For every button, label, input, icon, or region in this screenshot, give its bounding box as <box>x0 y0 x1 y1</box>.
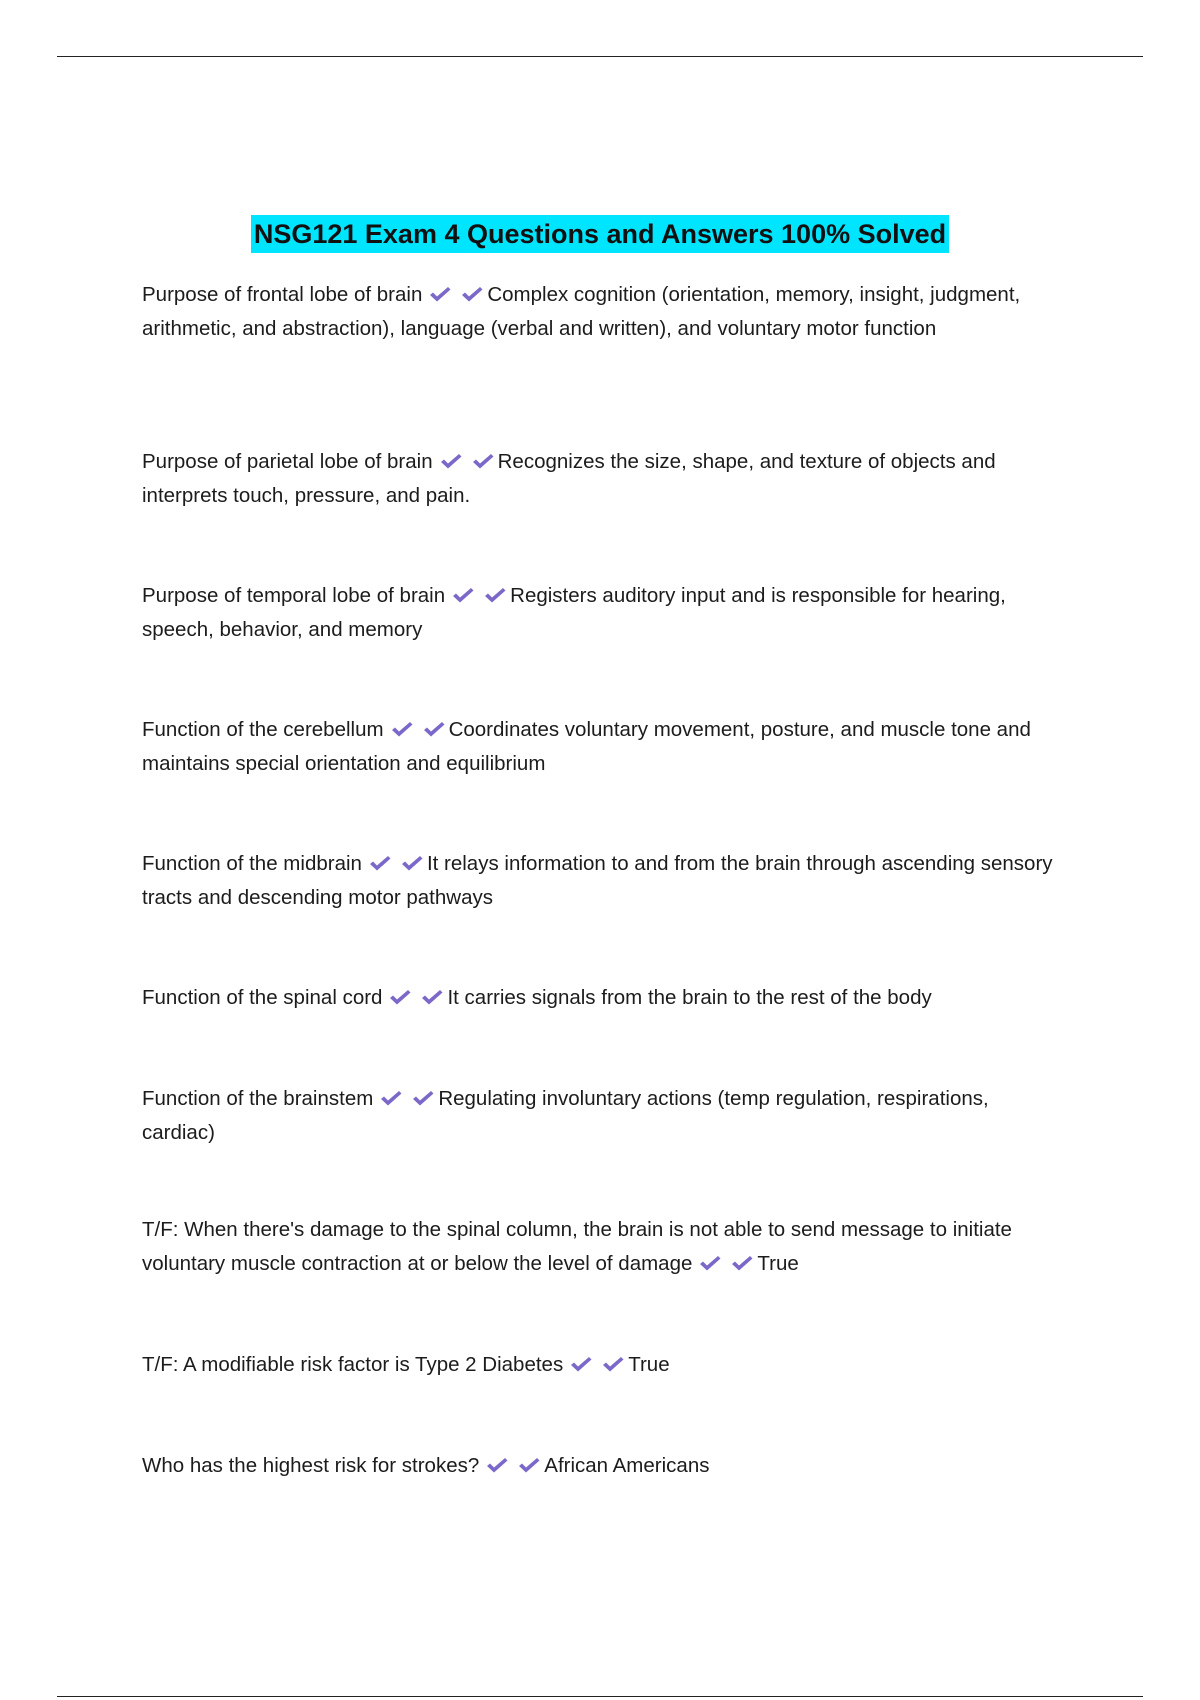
check-icon <box>730 1254 754 1272</box>
qa-item <box>142 1449 1062 1483</box>
answer-text: Coordinates voluntary movement, posture, and muscle tone and maintains special orientation and equilibrium <box>142 718 1031 775</box>
question-text: Function of the spinal cord <box>142 986 383 1009</box>
check-icon <box>698 1254 722 1272</box>
check-icon <box>439 452 463 470</box>
qa-item <box>142 713 1062 780</box>
qa-item <box>142 981 1062 1015</box>
answer-text: African Americans <box>544 1454 710 1477</box>
qa-item <box>142 847 1062 914</box>
check-icon <box>601 1355 625 1373</box>
check-icon <box>485 1456 509 1474</box>
question-text: Function of the cerebellum <box>142 718 384 741</box>
document-title: NSG121 Exam 4 Questions and Answers 100% Solved <box>251 215 949 253</box>
title-container <box>0 215 1200 253</box>
question-text: Purpose of frontal lobe of brain <box>142 283 423 306</box>
qa-item <box>142 1082 1062 1149</box>
qa-item <box>142 579 1062 646</box>
qa-item <box>142 445 1062 512</box>
check-icon <box>460 285 484 303</box>
check-icon <box>411 1089 435 1107</box>
answer-text: Complex cognition (orientation, memory, insight, judgment, arithmetic, and abstraction), language (verbal and written), and voluntary motor function <box>142 283 1021 340</box>
answer-text: Recognizes the size, shape, and texture of objects and interprets touch, pressure, and pain. <box>142 450 996 507</box>
answer-text: It relays information to and from the brain through ascending sensory tracts and descending motor pathways <box>142 852 1053 909</box>
header-rule <box>57 56 1143 57</box>
question-text: Function of the brainstem <box>142 1087 374 1110</box>
answer-text: Registers auditory input and is responsible for hearing, speech, behavior, and memory <box>142 584 1006 641</box>
check-icon <box>388 988 412 1006</box>
check-icon <box>422 720 446 738</box>
check-icon <box>428 285 452 303</box>
check-icon <box>471 452 495 470</box>
check-icon <box>379 1089 403 1107</box>
qa-item <box>142 1213 1062 1280</box>
question-text: Function of the midbrain <box>142 852 362 875</box>
question-text: Purpose of temporal lobe of brain <box>142 584 446 607</box>
question-text: Who has the highest risk for strokes? <box>142 1454 480 1477</box>
check-icon <box>420 988 444 1006</box>
qa-item <box>142 1348 1062 1382</box>
check-icon <box>368 854 392 872</box>
question-text: T/F: When there's damage to the spinal column, the brain is not able to send message to initiate voluntary muscle contraction at or below the level of damage <box>142 1218 1012 1275</box>
check-icon <box>569 1355 593 1373</box>
check-icon <box>517 1456 541 1474</box>
check-icon <box>451 586 475 604</box>
answer-text: Regulating involuntary actions (temp regulation, respirations, cardiac) <box>142 1087 989 1144</box>
check-icon <box>483 586 507 604</box>
check-icon <box>390 720 414 738</box>
footer-rule <box>57 1696 1143 1697</box>
question-text: Purpose of parietal lobe of brain <box>142 450 433 473</box>
check-icon <box>400 854 424 872</box>
answer-text: True <box>757 1251 799 1275</box>
qa-item <box>142 278 1062 345</box>
answer-text: It carries signals from the brain to the rest of the body <box>447 986 932 1009</box>
question-text: T/F: A modifiable risk factor is Type 2 Diabetes <box>142 1353 564 1376</box>
answer-text: True <box>628 1353 670 1376</box>
